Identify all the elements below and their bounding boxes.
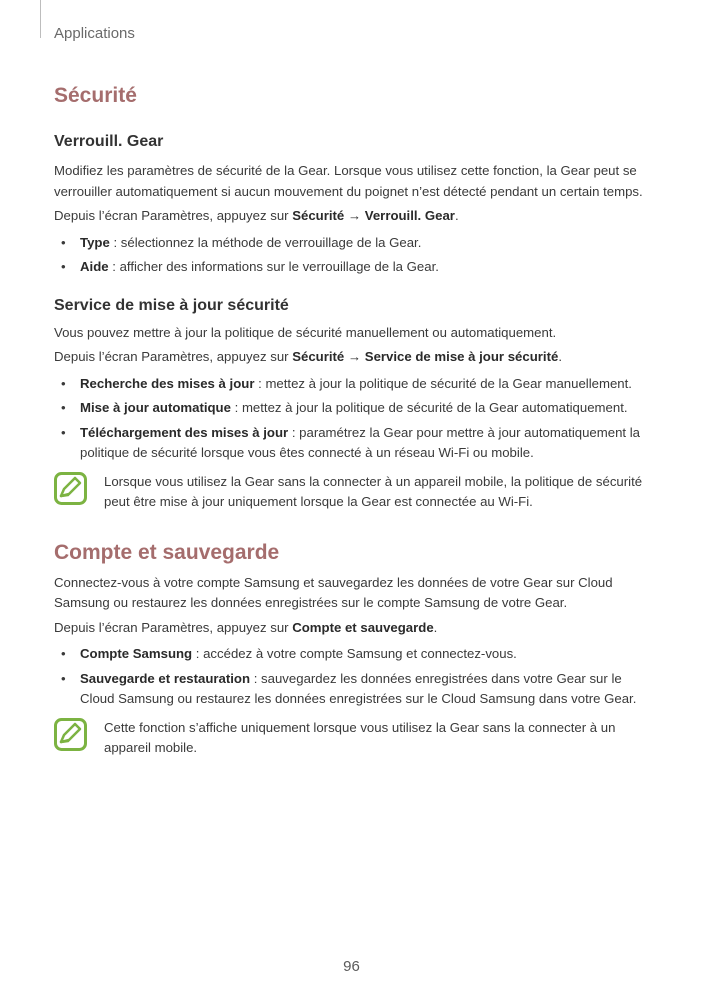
list-item: • Recherche des mises à jour : mettez à jour la politique de sécurité de la Gear manuellement. — [54, 374, 644, 395]
lock-options-list — [54, 233, 644, 278]
path-step: Sécurité — [292, 208, 345, 223]
note-text: Cette fonction s’affiche uniquement lorsque vous utilisez la Gear sans la connecter à un appareil mobile. — [104, 719, 616, 755]
bullet: • — [61, 259, 66, 274]
page-number: 96 — [343, 958, 360, 975]
note-icon — [54, 718, 87, 751]
running-header: Applications — [54, 25, 135, 42]
update-options-list — [54, 374, 644, 464]
path-step: Sécurité — [292, 349, 345, 364]
update-path: Depuis l’écran Paramètres, appuyez sur Sécurité → Service de mise à jour sécurité. — [54, 349, 562, 364]
list-item: • Téléchargement des mises à jour : paramétrez la Gear pour mettre à jour automatiquement la politique de sécurité lorsque vous êtes connecté à un réseau Wi-Fi ou mobile. — [61, 424, 640, 460]
bullet: • — [61, 670, 66, 686]
bullet: • — [61, 400, 66, 415]
section-title-compte-sauvegarde: Compte et sauvegarde — [54, 540, 280, 564]
path-arrow: → — [344, 349, 365, 364]
list-item: • Compte Samsung : accédez à votre compte Samsung et connectez-vous. — [54, 644, 644, 665]
account-options-list — [54, 644, 644, 710]
note-account — [54, 718, 644, 759]
header-rule — [40, 0, 41, 38]
subsection-title-service-mise-a-jour: Service de mise à jour sécurité — [54, 296, 289, 314]
subsection-title-verrouill-gear: Verrouill. Gear — [54, 133, 164, 150]
bullet: • — [61, 234, 66, 250]
bullet: • — [61, 424, 66, 440]
path-step: Compte et sauvegarde — [292, 619, 434, 635]
account-path: Depuis l’écran Paramètres, appuyez sur Compte et sauvegarde. — [54, 619, 438, 635]
section-title-securite: Sécurité — [54, 84, 137, 107]
path-step: Service de mise à jour sécurité — [364, 349, 559, 364]
update-description: Vous pouvez mettre à jour la politique de sécurité manuellement ou automatiquement. — [54, 324, 557, 340]
lock-path: Depuis l’écran Paramètres, appuyez sur Sécurité → Verrouill. Gear. — [54, 208, 459, 223]
list-item: • Mise à jour automatique : mettez à jour la politique de sécurité de la Gear automatiquement. — [54, 398, 644, 419]
note-icon — [54, 472, 87, 505]
bullet: • — [61, 375, 66, 391]
note-text: Lorsque vous utilisez la Gear sans la connecter à un appareil mobile, la politique de sécurité peut être mise à jour uniquement lorsque la Gear est connectée au Wi-Fi. — [104, 473, 643, 509]
note-security-update — [54, 472, 644, 513]
path-step: Verrouill. Gear — [364, 208, 455, 223]
lock-description: Modifiez les paramètres de sécurité de la Gear. Lorsque vous utilisez cette fonction, la Gear peut se verrouiller automatiquement si aucun mouvement du poignet n’est détecté pendant un certain temps. — [54, 163, 643, 199]
list-item: • Aide : afficher des informations sur le verrouillage de la Gear. — [54, 257, 644, 278]
list-item: • Sauvegarde et restauration : sauvegardez les données enregistrées dans votre Gear sur le Cloud Samsung ou restaurez les données enregistrées sur le Cloud Samsung dans votre Gear. — [61, 670, 637, 706]
account-description: Connectez-vous à votre compte Samsung et sauvegardez les données de votre Gear sur Cloud Samsung ou restaurez les données enregistrées sur le compte Samsung de votre Gear. — [54, 574, 613, 610]
bullet: • — [61, 646, 66, 661]
page-content — [54, 82, 644, 759]
path-arrow: → — [344, 208, 365, 223]
list-item: • Type : sélectionnez la méthode de verrouillage de la Gear. — [54, 233, 644, 254]
